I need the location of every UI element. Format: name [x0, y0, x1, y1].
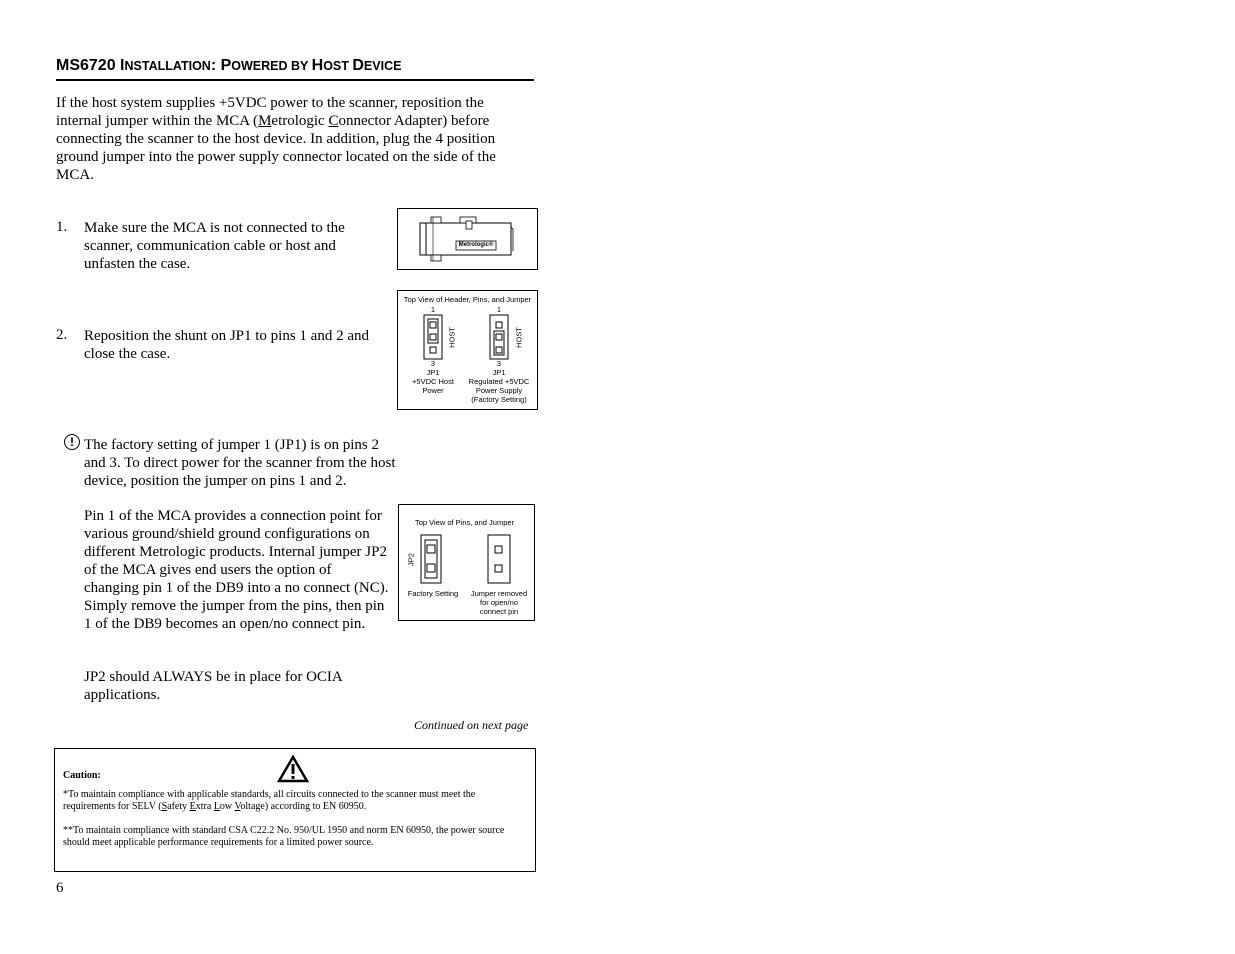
step-1-text: Make sure the MCA is not connected to the scanner, communication cable or host and unfasten the case.	[84, 220, 345, 272]
pin3-left-label: 3	[430, 359, 436, 368]
jp1-header-figure	[397, 290, 538, 410]
caution-power-source-text: **To maintain compliance with standard CSA C22.2 No. 950/UL 1950 and norm EN 60950, the power source should meet applicable performance requirements for a limited power source.	[63, 825, 505, 848]
note-factory-setting: The factory setting of jumper 1 (JP1) is on pins 2 and 3. To direct power for the scanner from the host device, position the jumper on pins 1 and 2.	[84, 437, 396, 489]
jp2-pins-figure	[398, 504, 535, 621]
host-right-label: HOST	[514, 327, 524, 348]
intro-paragraph: If the host system supplies +5VDC power to the scanner, reposition the internal jumper within the MCA (Metrologic Connector Adapter) before connecting the scanner to the host device. In addition, plug the 4 position ground jumper into the power supply connector located on the side of the MCA.	[56, 95, 496, 183]
pin1-right-label: 1	[496, 305, 502, 314]
heading-model: MS6720	[56, 57, 116, 74]
page-number: 6	[56, 880, 64, 896]
exclamation-circle-icon: !	[64, 434, 80, 450]
jp2-left-caption: Factory Setting	[407, 589, 459, 598]
step-2-number: 2.	[56, 327, 68, 343]
step-2-text: Reposition the shunt on JP1 to pins 1 and 2 and close the case.	[84, 328, 369, 362]
mca-adapter-figure	[397, 208, 538, 270]
jp1-left-caption: JP1 +5VDC Host Power	[412, 368, 454, 395]
note-pin1-ground: Pin 1 of the MCA provides a connection point for various ground/shield ground configurations on different Metrologic products. Internal jumper JP2 of the MCA gives end users the option of changing pin 1 of the DB9 into a no connect (NC). Simply remove the jumper from the pins, then pin 1 of the DB9 becomes an open/no connect pin.	[84, 508, 389, 632]
warning-triangle-icon	[277, 755, 309, 788]
jp1-right-caption: JP1 Regulated +5VDC Power Supply (Factory Setting)	[468, 368, 530, 404]
metrologic-logo-label: Metrologic®	[458, 242, 494, 248]
pin1-left-label: 1	[430, 305, 436, 314]
jp2-label: JP2	[406, 553, 416, 566]
caution-box	[54, 748, 536, 872]
figure3-title: Top View of Pins, and Jumper	[414, 518, 515, 527]
jp2-right-caption: Jumper removed for open/no connect pin	[470, 589, 528, 616]
host-left-label: HOST	[447, 327, 457, 348]
step-1-number: 1.	[56, 219, 68, 235]
note-jp2-ocia: JP2 should ALWAYS be in place for OCIA applications.	[84, 669, 342, 703]
pin3-right-label: 3	[496, 359, 502, 368]
caution-title: Caution:	[63, 770, 101, 781]
caution-selv-text: *To maintain compliance with applicable standards, all circuits connected to the scanner must meet the requirements for SELV (Safety Extra Low Voltage) according to EN 60950.	[63, 789, 476, 812]
page-title: MS6720 INSTALLATION: POWERED BY HOST DEVICE	[56, 57, 534, 81]
figure2-title: Top View of Header, Pins, and Jumper	[403, 295, 532, 304]
continued-label: Continued on next page	[414, 718, 529, 732]
mca-adapter-drawing	[398, 209, 537, 269]
